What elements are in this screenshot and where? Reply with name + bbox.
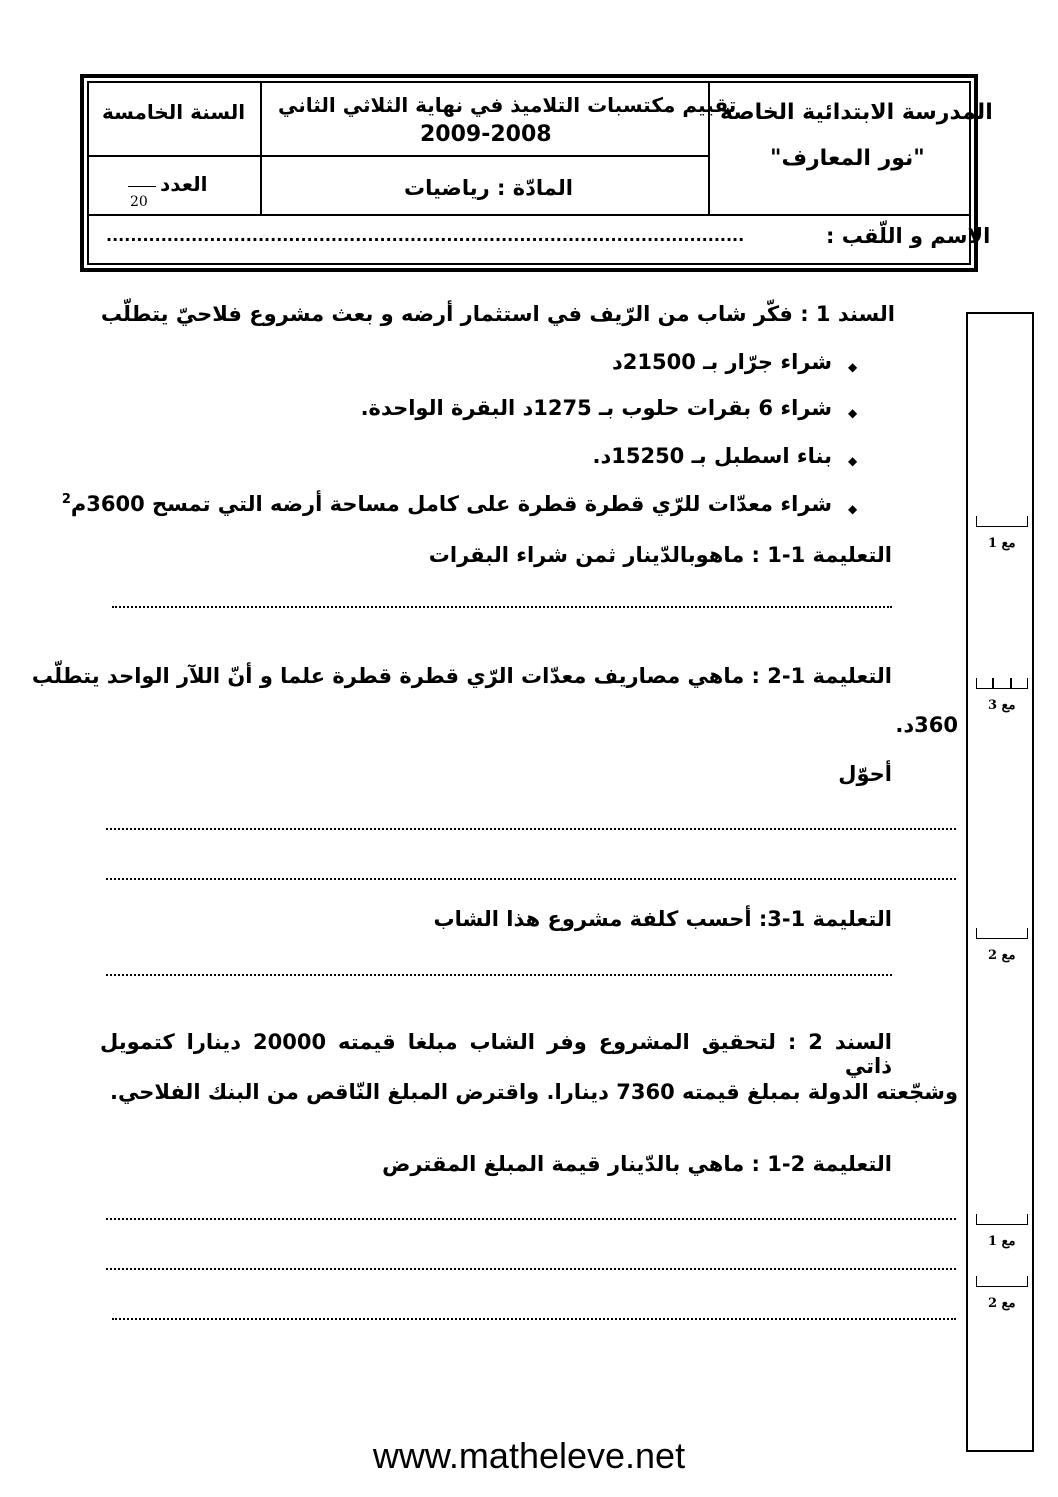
school-title: "نور المعارف" [770,146,925,171]
unit-exponent: 2 [61,492,71,507]
criterion-label: مع 1 [988,1234,1016,1249]
instruction-1-2 [32,664,892,688]
score-line [128,186,156,187]
grade-box[interactable] [976,516,1028,527]
name-field[interactable]: ......................................................................................................... [106,226,745,245]
score-label: العدد [160,172,208,196]
instruction-text: ماهوبالدّينار ثمن شراء البقرات [428,543,745,567]
criterion-label: مع 3 [988,698,1016,713]
grade-box-divider [992,678,994,689]
answer-line[interactable] [106,878,956,880]
sanad-2-text: لتحقيق المشروع وفر الشاب مبلغا قيمته 20000 دينارا كتمويل ذاتي [100,1030,892,1078]
subject-label: المادّة : رياضيات [404,176,573,200]
list-item [62,492,832,516]
bullet-icon: ◆ [848,502,858,516]
grade-box[interactable] [976,1214,1028,1225]
bullet-icon: ◆ [848,360,858,374]
instruction-1-1 [429,543,892,567]
bullet-icon: ◆ [848,454,858,468]
answer-line[interactable] [112,1318,956,1320]
grade-box[interactable] [976,1276,1028,1287]
criterion-label: مع 2 [988,1296,1016,1311]
instruction-text: ماهي بالدّينار قيمة المبلغ المقترض [382,1152,745,1176]
instruction-label: التعليمة 2-1 : [751,1152,892,1176]
grade-label: السنة الخامسة [102,100,246,124]
school-name: المدرسة الابتدائية الخاصة [720,100,993,125]
sanad-1-text: فكّر شاب من الرّيف في استثمار أرضه و بعث مشروع فلاحيّ يتطلّب [100,302,793,326]
footer-url: www.matheleve.net [372,1435,686,1476]
answer-line[interactable] [106,1218,956,1220]
instruction-continuation: 360د. [895,713,958,737]
score-total: 20 [130,194,148,210]
instruction-label: التعليمة 1-1 : [751,543,892,567]
criterion-label: مع 2 [988,948,1016,963]
list-item: شراء جرّار بـ 21500د [612,350,832,374]
answer-line[interactable] [106,828,956,830]
instruction-text: ماهي مصاريف معدّات الرّي قطرة قطرة علما و أنّ اللآر الواحد يتطلّب [31,664,745,688]
sanad-2-label: السند 2 : [787,1030,893,1054]
instruction-label: التعليمة 1-2 : [751,664,892,688]
header-divider [89,155,710,157]
grade-box[interactable] [976,928,1028,939]
grade-box[interactable] [976,678,1028,689]
answer-line[interactable] [112,606,892,608]
name-label: الاسم و اللّقب : [826,224,991,248]
header-divider [260,83,262,215]
list-item: شراء 6 بقرات حلوب بـ 1275د البقرة الواحدة. [360,396,832,420]
answer-line[interactable] [106,974,892,976]
header-divider [89,214,971,216]
sanad-1-label: السند 1 : [800,302,895,326]
bullet-icon: ◆ [848,406,858,420]
instruction-text: أحسب كلفة مشروع هذا الشاب [433,907,752,931]
grade-box-divider [1010,678,1012,689]
sanad-2-continuation: وشجّعته الدولة بمبلغ قيمته 7360 دينارا. واقترض المبلغ النّاقص من البنك الفلاحي. [110,1080,958,1104]
sanad-2 [100,1030,892,1078]
exam-title: تقييم مكتسبات التلاميذ في نهاية الثلاثي الثاني [278,93,737,117]
instruction-2-1 [382,1152,892,1176]
list-item: بناء اسطبل بـ 15250د. [592,444,832,468]
answer-line[interactable] [106,1268,956,1270]
sanad-1 [101,302,895,326]
exam-year: 2009-2008 [420,122,552,147]
list-item-text: شراء معدّات للرّي قطرة قطرة على كامل مساحة أرضه التي تمسح 3600م [70,492,832,516]
criterion-label: مع 1 [988,536,1016,551]
instruction-label: التعليمة 1-3: [758,907,892,931]
convert-label: أحوّل [838,762,892,786]
instruction-1-3 [434,907,892,931]
